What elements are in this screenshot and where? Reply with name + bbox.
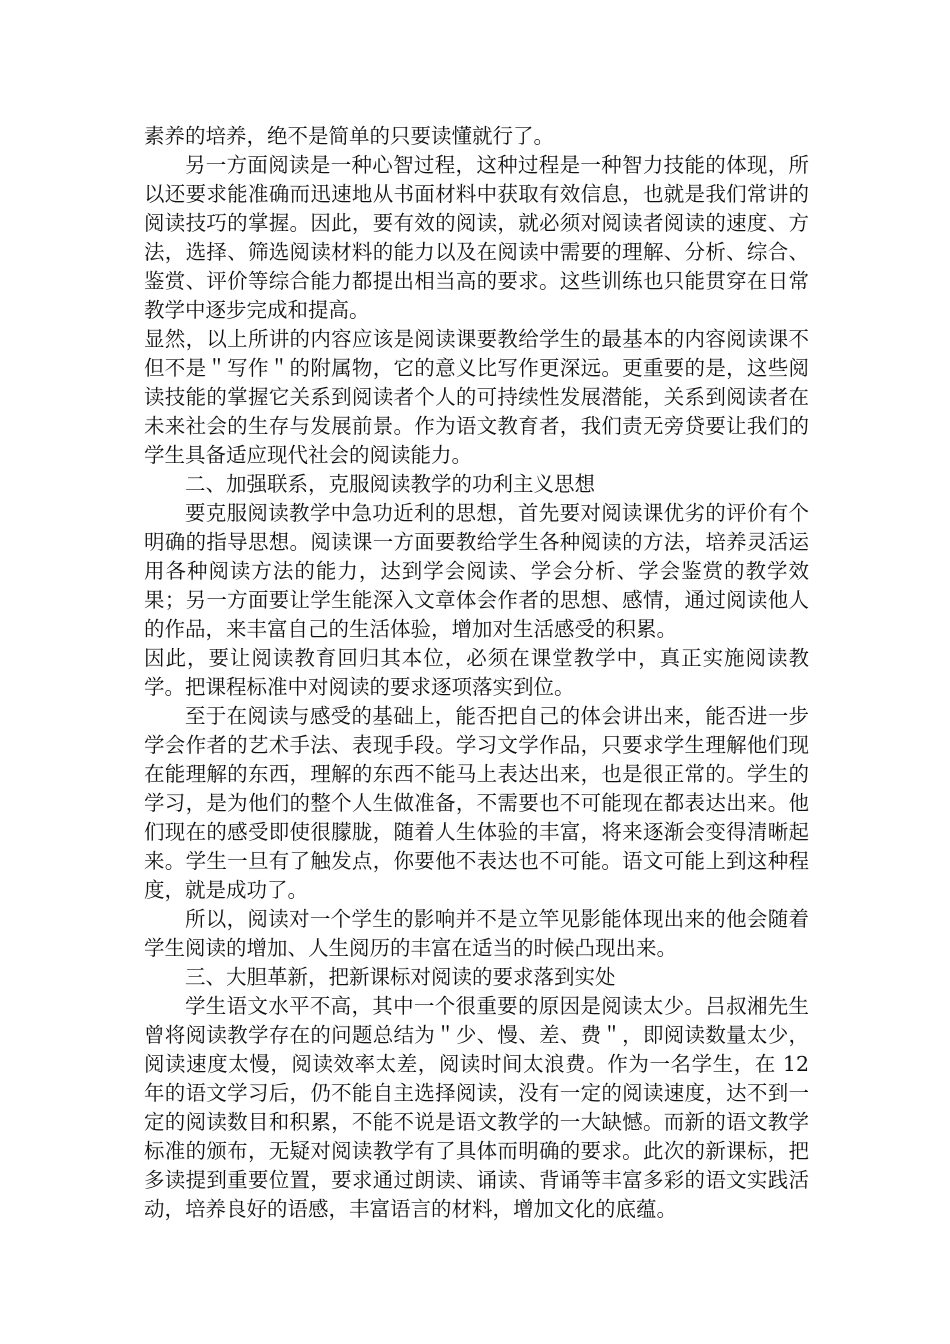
paragraph-1: 素养的培养，绝不是简单的只要读懂就行了。 <box>144 124 554 148</box>
document-page <box>144 122 809 1224</box>
section-heading-3: 三、大胆革新，把新课标对阅读的要求落到实处 <box>185 965 616 989</box>
paragraph-2: 另一方面阅读是一种心智过程，这种过程是一种智力技能的体现，所以还要求能准确而迅速地从书面材料中获取有效信息，也就是我们常讲的阅读技巧的掌握。因此，要有效的阅读，就必须对阅读者阅读的速度、方法，选择、筛选阅读材料的能力以及在阅读中需要的理解、分析、综合、鉴赏、评价等综合能力都提出相当高的要求。这些训练也只能贯穿在日常教学中逐步完成和提高。 <box>144 153 809 322</box>
paragraph-7: 至于在阅读与感受的基础上，能否把自己的体会讲出来，能否进一步学会作者的艺术手法、表现手段。学习文学作品，只要求学生理解他们现在能理解的东西，理解的东西不能马上表达出来，也是很正常的。学生的学习，是为他们的整个人生做准备，不需要也不可能现在都表达出来。他们现在的感受即使很朦胧，随着人生体验的丰富，将来逐渐会变得清晰起来。学生一旦有了触发点，你要他不表达也不可能。语文可能上到这种程度，就是成功了。 <box>144 704 809 902</box>
paragraph-8: 所以，阅读对一个学生的影响并不是立竿见影能体现出来的他会随着学生阅读的增加、人生阅历的丰富在适当的时候凸现出来。 <box>144 907 809 960</box>
paragraph-6: 因此，要让阅读教育回归其本位，必须在课堂教学中，真正实施阅读教学。把课程标准中对阅读的要求逐项落实到位。 <box>144 646 809 699</box>
paragraph-5: 要克服阅读教学中急功近利的思想，首先要对阅读课优劣的评价有个明确的指导思想。阅读课一方面要教给学生各种阅读的方法，培养灵活运用各种阅读方法的能力，达到学会阅读、学会分析、学会鉴赏的教学效果；另一方面要让学生能深入文章体会作者的思想、感情，通过阅读他人的作品，来丰富自己的生活体验，增加对生活感受的积累。 <box>144 501 809 641</box>
paragraph-3: 显然，以上所讲的内容应该是阅读课要教给学生的最基本的内容阅读课不但不是＂写作＂的附属物，它的意义比写作更深远。更重要的是，这些阅读技能的掌握它关系到阅读者个人的可持续性发展潜能，关系到阅读者在未来社会的生存与发展前景。作为语文教育者，我们责无旁贷要让我们的学生具备适应现代社会的阅读能力。 <box>144 327 809 467</box>
paragraph-10: 学生语文水平不高，其中一个很重要的原因是阅读太少。吕叔湘先生曾将阅读教学存在的问题总结为＂少、慢、差、费＂，即阅读数量太少，阅读速度太慢，阅读效率太差，阅读时间太浪费。作为一名学生，在 12 年的语文学习后，仍不能自主选择阅读，没有一定的阅读速度，达不到一定的阅读数目和积累，不能不说是语文教学的一大缺憾。而新的语文教学标准的颁布，无疑对阅读教学有了具体而明确的要求。此次的新课标，把多读提到重要位置，要求通过朗读、诵读、背诵等丰富多彩的语文实践活动，培养良好的语感，丰富语言的材料，增加文化的底蕴。 <box>144 994 809 1221</box>
section-heading-2: 二、加强联系，克服阅读教学的功利主义思想 <box>185 472 595 496</box>
